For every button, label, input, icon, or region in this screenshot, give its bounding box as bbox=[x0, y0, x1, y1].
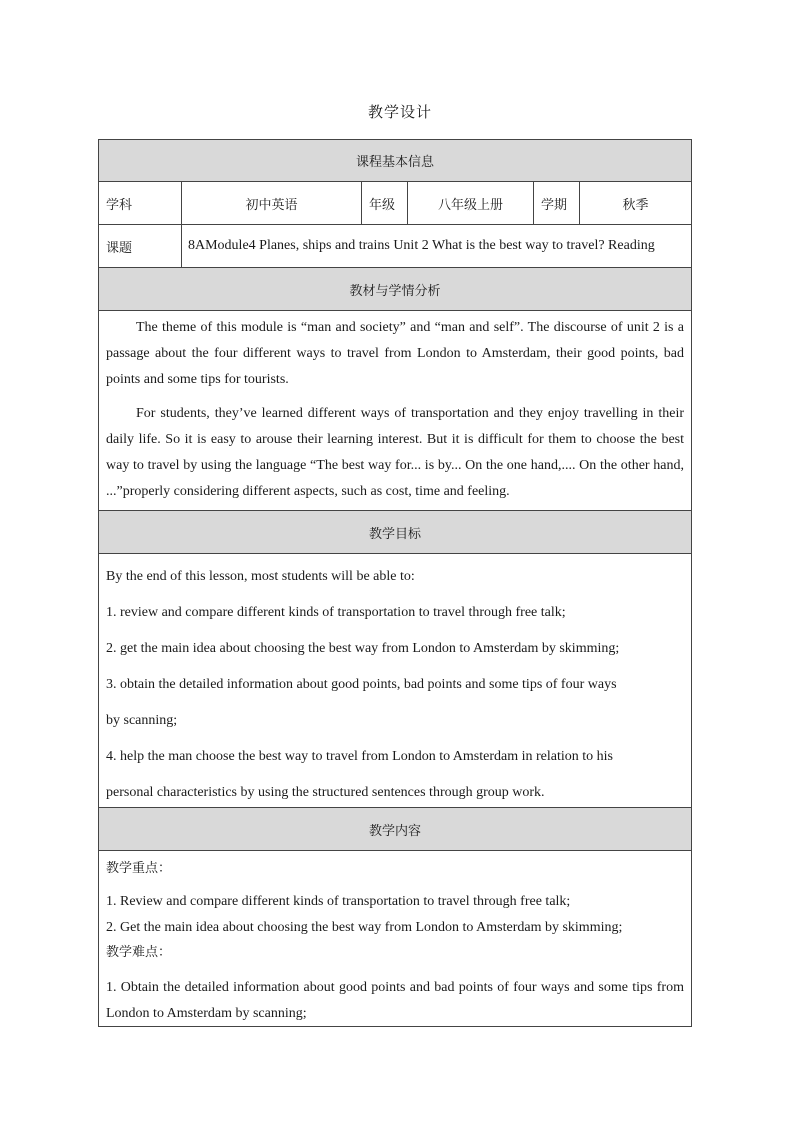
analysis-paragraph-1: The theme of this module is “man and society” and “man and self”. The discourse of unit 2 is a passage about the four different ways to travel from London to Amsterdam, their good points, bad points and some tips for tourists. bbox=[106, 320, 684, 387]
key-point-1: 1. Review and compare different kinds of transportation to travel through free talk; bbox=[106, 894, 571, 909]
content-section bbox=[98, 851, 692, 1027]
analysis-paragraph-2: For students, they’ve learned different ways of transportation and they enjoy travelling in their daily life. So it is easy to arouse their learning interest. But it is difficult for them to choose the best way to travel by using the language “The best way for... is by... On the one hand,.... On the other hand, ...”properly considering different aspects, such as cost, time and feeling. bbox=[106, 406, 684, 499]
subject-label: 学科 bbox=[106, 197, 133, 213]
analysis-section bbox=[98, 311, 692, 511]
key-point-2: 2. Get the main idea about choosing the best way from London to Amsterdam by skimming; bbox=[106, 920, 623, 935]
difficulties-label: 教学难点： bbox=[106, 945, 172, 960]
difficulty-1: 1. Obtain the detailed information about good points and bad points of four ways and some tips from London to Amsterdam by scanning; bbox=[106, 980, 684, 1021]
grade-value: 八年级上册 bbox=[407, 182, 533, 224]
topic-label: 课题 bbox=[106, 240, 133, 256]
topic-row bbox=[98, 225, 692, 268]
objectives-header bbox=[98, 511, 692, 554]
key-points-label: 教学重点： bbox=[106, 861, 172, 876]
objective-line-4: 4. help the man choose the best way to travel from London to Amsterdam in relation to his bbox=[106, 749, 614, 764]
objectives-section bbox=[98, 554, 692, 808]
subject-value: 初中英语 bbox=[181, 182, 361, 224]
objectives-intro: By the end of this lesson, most students will be able to: bbox=[106, 569, 415, 584]
course-info-header bbox=[98, 139, 692, 182]
analysis-header-label: 教材与学情分析 bbox=[349, 283, 441, 299]
term-label: 学期 bbox=[533, 182, 579, 224]
content-header bbox=[98, 808, 692, 851]
objective-line-1: 1. review and compare different kinds of transportation to travel through free talk; bbox=[106, 605, 566, 620]
objective-line-2: 2. get the main idea about choosing the best way from London to Amsterdam by skimming; bbox=[106, 641, 620, 656]
objective-line-3-cont: by scanning; bbox=[106, 713, 178, 728]
objectives-header-label: 教学目标 bbox=[368, 526, 421, 542]
document-title: 教学设计 bbox=[367, 103, 432, 121]
lesson-plan-table bbox=[98, 139, 692, 1027]
course-meta-row bbox=[98, 182, 692, 225]
grade-label: 年级 bbox=[361, 182, 407, 224]
topic-value: 8AModule4 Planes, ships and trains Unit 2 What is the best way to travel? Reading bbox=[181, 225, 691, 267]
analysis-header bbox=[98, 268, 692, 311]
course-info-header-label: 课程基本信息 bbox=[355, 155, 434, 170]
content-header-label: 教学内容 bbox=[368, 823, 421, 839]
term-value: 秋季 bbox=[579, 182, 691, 224]
objective-line-4-cont: personal characteristics by using the structured sentences through group work. bbox=[106, 785, 545, 800]
objective-line-3: 3. obtain the detailed information about good points, bad points and some tips of four ways bbox=[106, 677, 617, 692]
